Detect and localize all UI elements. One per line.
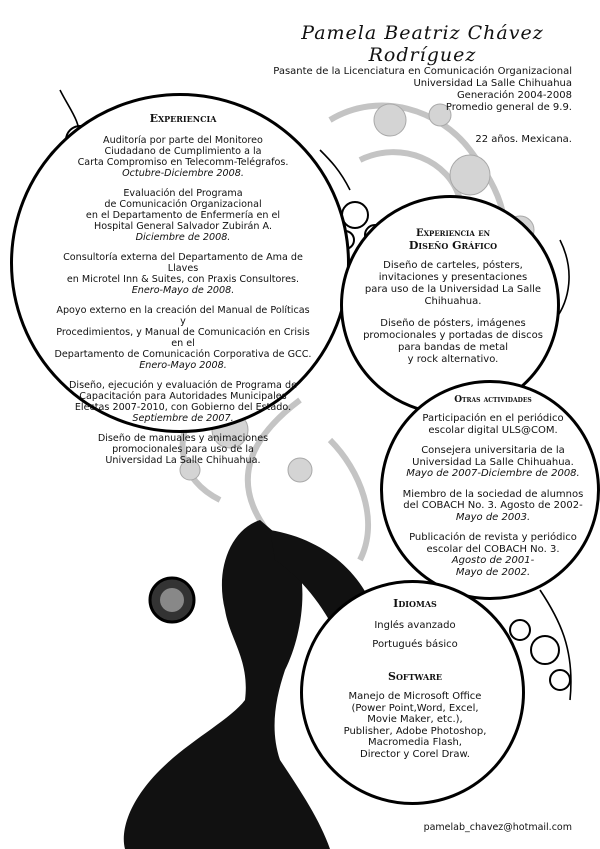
age-nationality: 22 años. Mexicana. (475, 134, 572, 145)
experiencia-title: Experiencia (149, 112, 217, 125)
software-title: Software (388, 670, 442, 683)
diseno-item: Diseño de pósters, imágenes promocionales y portadas de discos para bandas de metal y rock alternativo. (363, 318, 543, 365)
diseno-title-line2: Diseño Gráfico (408, 239, 498, 252)
otras-item-text: Miembro de la sociedad de alumnos del COBACH No. 3. Agosto de 2002- (402, 488, 584, 511)
experiencia-item (53, 305, 313, 371)
otras-item-text: Publicación de revista y periódico escolar del COBACH No. 3. (409, 532, 577, 555)
info-line: Universidad La Salle Chihuahua (413, 78, 572, 89)
experiencia-item-date: Enero-Mayo 2008. (139, 360, 227, 371)
experiencia-item-text: Evaluación del Programa de Comunicación Organizacional en el Departamento de Enfermería en el Hospital General Salvador Zubirán A. (85, 188, 281, 232)
experiencia-circle (10, 93, 350, 466)
diseno-title-line1: Experiencia en (416, 228, 490, 239)
email-address[interactable]: pamelab_chavez@hotmail.com (423, 822, 572, 833)
diseno-item: Diseño de carteles, pósters, invitaciones y presentaciones para uso de la Universidad La Salle Chihuahua. (364, 260, 542, 307)
experiencia-item (53, 252, 313, 296)
idioma-item: Inglés avanzado (374, 620, 456, 631)
otras-list (393, 413, 593, 578)
otras-item-date: Mayo de 2007-Diciembre de 2008. (406, 468, 580, 479)
experiencia-item-date: Enero-Mayo de 2008. (131, 285, 235, 296)
experiencia-item (53, 188, 313, 243)
otras-item (393, 445, 593, 480)
idiomas-title: Idiomas (393, 597, 437, 610)
otras-item (393, 489, 593, 524)
diseno-circle (340, 195, 560, 415)
otras-item-date: Agosto de 2001- Mayo de 2002. (451, 555, 535, 578)
otras-item-date: Mayo de 2003. (455, 511, 531, 523)
otras-item-text: Consejera universitaria de la Universidad La Salle Chihuahua. (412, 445, 574, 468)
software-text: Manejo de Microsoft Office (Power Point,Word, Excel, Movie Maker, etc.), Publisher, Adobe Photoshop, Macromedia Flash, Director y Corel Draw. (343, 691, 487, 760)
experiencia-item-text: Apoyo externo en la creación del Manual de Políticas y Procedimientos, y Manual de Comunicación en Crisis en el Departamento de Comunicación Corporativa de GCC. (54, 305, 312, 360)
experiencia-item-text: Consultoría externa del Departamento de Ama de Llaves en Microtel Inn & Suites, con Praxis Consultores. (63, 252, 303, 285)
experiencia-item-text: Diseño, ejecución y evaluación de Programa de Capacitación para Autoridades Municipales Electas 2007-2010, con Gobierno del Estado. (69, 380, 297, 413)
candidate-name: Pamela Beatriz Chávez Rodríguez (301, 22, 544, 66)
info-line: Promedio general de 9.9. (445, 102, 572, 113)
experiencia-item (53, 380, 313, 424)
experiencia-item-date: Septiembre de 2007. (132, 413, 234, 424)
experiencia-item (53, 135, 313, 179)
experiencia-list (53, 135, 313, 466)
experiencia-item-date: Octubre-Diciembre 2008. (122, 168, 244, 179)
otras-circle (380, 380, 600, 600)
otras-title: Otras actividades (454, 395, 532, 405)
idioma-item: Portugués básico (372, 639, 458, 650)
education-info (272, 66, 572, 114)
experiencia-item-text: Diseño de manuales y animaciones promocionales para uso de la Universidad La Salle Chihuahua. (97, 433, 269, 466)
otras-item-text: Participación en el periódico escolar digital ULS@COM. (422, 413, 564, 436)
idiomas-software-circle (300, 580, 525, 805)
info-line: Pasante de la Licenciatura en Comunicación Organizacional (273, 66, 572, 77)
experiencia-item-text: Auditoría por parte del Monitoreo Ciudadano de Cumplimiento a la Carta Compromiso en Telecomm-Telégrafos. (77, 135, 289, 168)
otras-item (393, 532, 593, 578)
experiencia-item (53, 433, 313, 466)
experiencia-item-date: Diciembre de 2008. (135, 232, 231, 243)
otras-item (393, 413, 593, 436)
info-line: Generación 2004-2008 (456, 90, 572, 101)
